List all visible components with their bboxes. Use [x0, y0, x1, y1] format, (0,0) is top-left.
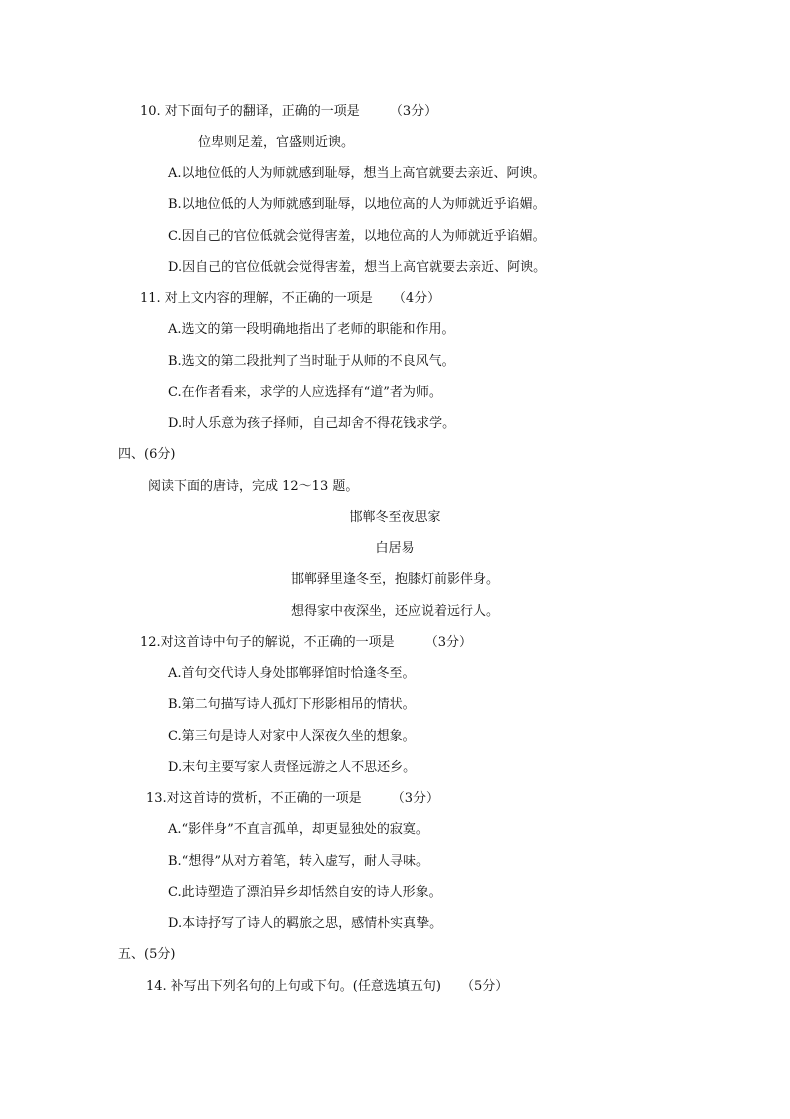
- question-12-option-a: A.首句交代诗人身处邯郸驿馆时恰逢冬至。: [168, 666, 416, 681]
- question-13-stem: 13.对这首诗的赏析，不正确的一项是: [146, 791, 362, 806]
- question-11-score: （4分）: [392, 291, 441, 306]
- question-10-score: （3分）: [389, 104, 438, 119]
- question-11-option-d: D.时人乐意为孩子择师，自己却舍不得花钱求学。: [168, 416, 456, 431]
- question-12: [140, 634, 472, 652]
- question-13-option-c: C.此诗塑造了漂泊异乡却恬然自安的诗人形象。: [168, 885, 442, 900]
- question-10-option-a: A.以地位低的人为师就感到耻辱，想当上高官就要去亲近、阿谀。: [168, 166, 546, 181]
- poem-line-1: 邯郸驿里逢冬至，抱膝灯前影伴身。: [290, 572, 499, 587]
- question-12-option-d: D.末句主要写家人责怪远游之人不思还乡。: [168, 760, 417, 775]
- question-10: [140, 103, 437, 121]
- question-13: [146, 790, 439, 808]
- question-14-score: （5分）: [460, 979, 509, 994]
- question-11: [140, 290, 440, 308]
- question-14: [146, 978, 508, 996]
- question-10-option-d: D.因自己的官位低就会觉得害羞，想当上高官就要去亲近、阿谀。: [168, 260, 547, 275]
- question-12-stem: 12.对这首诗中句子的解说，不正确的一项是: [140, 635, 395, 650]
- poem-author: 白居易: [375, 541, 415, 556]
- question-10-option-b: B.以地位低的人为师就感到耻辱，以地位高的人为师就近乎谄媚。: [168, 197, 546, 212]
- question-14-stem: 14. 补写出下列名句的上句或下句。(任意选填五句): [146, 979, 441, 994]
- question-13-score: （3分）: [391, 791, 439, 806]
- question-10-stem: 10. 对下面句子的翻译，正确的一项是: [140, 104, 360, 119]
- question-12-option-b: B.第二句描写诗人孤灯下形影相吊的情状。: [168, 697, 416, 712]
- question-13-option-b: B.“想得”从对方着笔，转入虚写，耐人寻味。: [168, 854, 429, 869]
- section-4-instruction: 阅读下面的唐诗，完成 12～13 题。: [148, 479, 359, 494]
- question-11-option-c: C.在作者看来，求学的人应选择有“道”者为师。: [168, 385, 442, 400]
- question-10-option-c: C.因自己的官位低就会觉得害羞，以地位高的人为师就近乎谄媚。: [168, 229, 546, 244]
- question-13-option-d: D.本诗抒写了诗人的羁旅之思，感情朴实真挚。: [168, 916, 443, 931]
- question-10-sentence: 位卑则足羞，官盛则近谀。: [198, 135, 355, 150]
- question-11-option-a: A.选文的第一段明确地指出了老师的职能和作用。: [168, 322, 455, 337]
- poem-line-2: 想得家中夜深坐，还应说着远行人。: [290, 604, 499, 619]
- question-12-option-c: C.第三句是诗人对家中人深夜久坐的想象。: [168, 729, 416, 744]
- section-5-heading: 五、(5分): [118, 947, 176, 962]
- section-4-heading: 四、(6分): [118, 447, 176, 462]
- question-11-stem: 11. 对上文内容的理解，不正确的一项是: [140, 291, 373, 306]
- question-11-option-b: B.选文的第二段批判了当时耻于从师的不良风气。: [168, 354, 455, 369]
- question-12-score: （3分）: [424, 635, 472, 650]
- question-13-option-a: A.“影伴身”不直言孤单，却更显独处的寂寞。: [168, 822, 429, 837]
- poem-title: 邯郸冬至夜思家: [349, 510, 441, 525]
